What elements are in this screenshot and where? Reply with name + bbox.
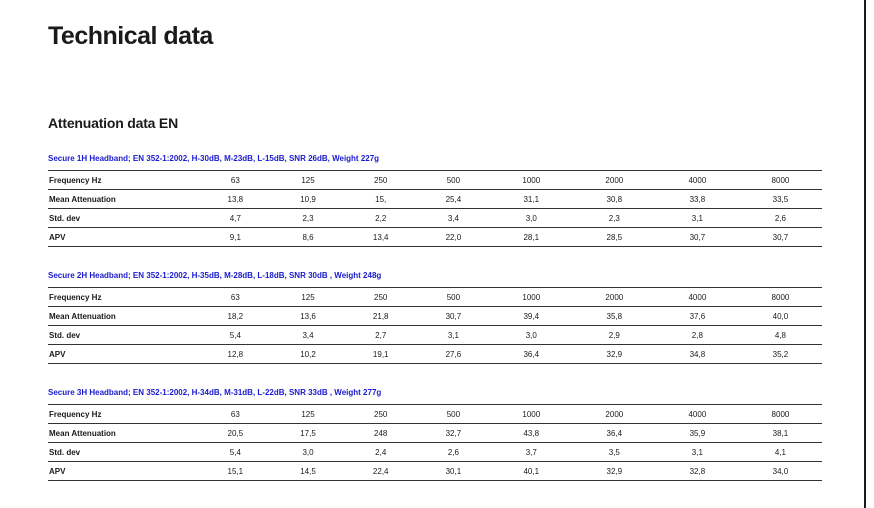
table-cell: 36,4 (490, 345, 573, 364)
table-cell: 35,2 (739, 345, 822, 364)
table-cell: 2,4 (344, 443, 417, 462)
table-cell: 3,1 (656, 209, 739, 228)
table-row-mean (48, 307, 822, 326)
row-label: Mean Attenuation (48, 424, 199, 443)
attenuation-table (48, 287, 822, 364)
table-cell: 4,1 (739, 443, 822, 462)
row-label: Frequency Hz (48, 405, 199, 424)
table-cell: 33,8 (656, 190, 739, 209)
page-title: Technical data (48, 22, 213, 50)
table-cell: 12,8 (199, 345, 272, 364)
table-cell: 2,9 (573, 326, 656, 345)
table-cell: 33,5 (739, 190, 822, 209)
table-cell: 34,8 (656, 345, 739, 364)
table-cell: 63 (199, 288, 272, 307)
table-cell: 10,9 (272, 190, 345, 209)
table-cell: 40,1 (490, 462, 573, 481)
table-cell: 2,2 (344, 209, 417, 228)
table-cell: 500 (417, 405, 490, 424)
row-label: Std. dev (48, 326, 199, 345)
table-cell: 63 (199, 405, 272, 424)
row-label: Std. dev (48, 443, 199, 462)
page-edge-line (864, 0, 866, 508)
table-row-std (48, 209, 822, 228)
row-label: Mean Attenuation (48, 307, 199, 326)
table-cell: 5,4 (199, 326, 272, 345)
table-cell: 22,4 (344, 462, 417, 481)
table-cell: 250 (344, 405, 417, 424)
table-cell: 3,4 (417, 209, 490, 228)
section-title: Secure 1H Headband; EN 352-1:2002, H-30dB, M-23dB, L-15dB, SNR 26dB, Weight 227g (48, 154, 380, 163)
table-row-apv (48, 462, 822, 481)
table-cell: 3,0 (272, 443, 345, 462)
attenuation-section (48, 386, 822, 481)
table-cell: 3,4 (272, 326, 345, 345)
table-cell: 35,8 (573, 307, 656, 326)
table-cell: 9,1 (199, 228, 272, 247)
table-cell: 31,1 (490, 190, 573, 209)
table-cell: 248 (344, 424, 417, 443)
table-cell: 13,6 (272, 307, 345, 326)
table-cell: 4000 (656, 171, 739, 190)
table-row-frequency (48, 288, 822, 307)
table-cell: 125 (272, 405, 345, 424)
table-cell: 4000 (656, 405, 739, 424)
table-cell: 39,4 (490, 307, 573, 326)
table-cell: 3,7 (490, 443, 573, 462)
table-row-frequency (48, 171, 822, 190)
table-row-std (48, 326, 822, 345)
table-cell: 30,7 (417, 307, 490, 326)
table-cell: 5,4 (199, 443, 272, 462)
table-row-mean (48, 190, 822, 209)
table-row-apv (48, 345, 822, 364)
table-row-apv (48, 228, 822, 247)
table-cell: 125 (272, 171, 345, 190)
table-cell: 4,8 (739, 326, 822, 345)
table-cell: 8000 (739, 288, 822, 307)
table-cell: 8,6 (272, 228, 345, 247)
table-row-mean (48, 424, 822, 443)
table-cell: 36,4 (573, 424, 656, 443)
table-cell: 35,9 (656, 424, 739, 443)
table-cell: 2000 (573, 288, 656, 307)
table-cell: 28,5 (573, 228, 656, 247)
table-cell: 30,7 (656, 228, 739, 247)
table-cell: 32,7 (417, 424, 490, 443)
table-cell: 32,9 (573, 345, 656, 364)
row-label: Std. dev (48, 209, 199, 228)
table-cell: 17,5 (272, 424, 345, 443)
table-cell: 2,6 (417, 443, 490, 462)
table-cell: 13,4 (344, 228, 417, 247)
table-cell: 15,1 (199, 462, 272, 481)
table-cell: 22,0 (417, 228, 490, 247)
row-label: APV (48, 228, 199, 247)
table-row-std (48, 443, 822, 462)
table-cell: 27,6 (417, 345, 490, 364)
table-cell: 3,5 (573, 443, 656, 462)
table-cell: 250 (344, 171, 417, 190)
table-cell: 2000 (573, 171, 656, 190)
table-cell: 25,4 (417, 190, 490, 209)
row-label: Frequency Hz (48, 171, 199, 190)
table-cell: 32,8 (656, 462, 739, 481)
table-cell: 2,6 (739, 209, 822, 228)
table-cell: 8000 (739, 171, 822, 190)
table-cell: 500 (417, 288, 490, 307)
table-cell: 19,1 (344, 345, 417, 364)
table-cell: 15, (344, 190, 417, 209)
row-label: Frequency Hz (48, 288, 199, 307)
attenuation-table (48, 404, 822, 481)
attenuation-section (48, 269, 822, 364)
table-cell: 1000 (490, 405, 573, 424)
table-cell: 2,3 (573, 209, 656, 228)
table-cell: 4,7 (199, 209, 272, 228)
table-cell: 2,3 (272, 209, 345, 228)
table-cell: 500 (417, 171, 490, 190)
row-label: APV (48, 345, 199, 364)
table-cell: 4000 (656, 288, 739, 307)
table-cell: 63 (199, 171, 272, 190)
table-cell: 10,2 (272, 345, 345, 364)
table-cell: 43,8 (490, 424, 573, 443)
table-cell: 2,7 (344, 326, 417, 345)
table-cell: 34,0 (739, 462, 822, 481)
table-row-frequency (48, 405, 822, 424)
table-cell: 3,1 (417, 326, 490, 345)
table-cell: 28,1 (490, 228, 573, 247)
row-label: Mean Attenuation (48, 190, 199, 209)
table-cell: 30,1 (417, 462, 490, 481)
table-cell: 2000 (573, 405, 656, 424)
table-cell: 14,5 (272, 462, 345, 481)
table-cell: 30,7 (739, 228, 822, 247)
table-cell: 20,5 (199, 424, 272, 443)
table-cell: 32,9 (573, 462, 656, 481)
section-title: Secure 2H Headband; EN 352-1:2002, H-35dB, M-28dB, L-18dB, SNR 30dB , Weight 248g (48, 271, 382, 280)
table-cell: 40,0 (739, 307, 822, 326)
table-cell: 3,0 (490, 209, 573, 228)
section-heading: Attenuation data EN (48, 115, 178, 131)
table-cell: 21,8 (344, 307, 417, 326)
table-cell: 38,1 (739, 424, 822, 443)
table-cell: 3,0 (490, 326, 573, 345)
table-cell: 1000 (490, 171, 573, 190)
section-title: Secure 3H Headband; EN 352-1:2002, H-34dB, M-31dB, L-22dB, SNR 33dB , Weight 277g (48, 388, 382, 397)
table-cell: 30,8 (573, 190, 656, 209)
table-cell: 125 (272, 288, 345, 307)
table-cell: 18,2 (199, 307, 272, 326)
table-cell: 13,8 (199, 190, 272, 209)
attenuation-section (48, 152, 822, 247)
table-cell: 37,6 (656, 307, 739, 326)
attenuation-table (48, 170, 822, 247)
table-cell: 1000 (490, 288, 573, 307)
table-cell: 8000 (739, 405, 822, 424)
table-cell: 2,8 (656, 326, 739, 345)
table-cell: 3,1 (656, 443, 739, 462)
table-cell: 250 (344, 288, 417, 307)
row-label: APV (48, 462, 199, 481)
